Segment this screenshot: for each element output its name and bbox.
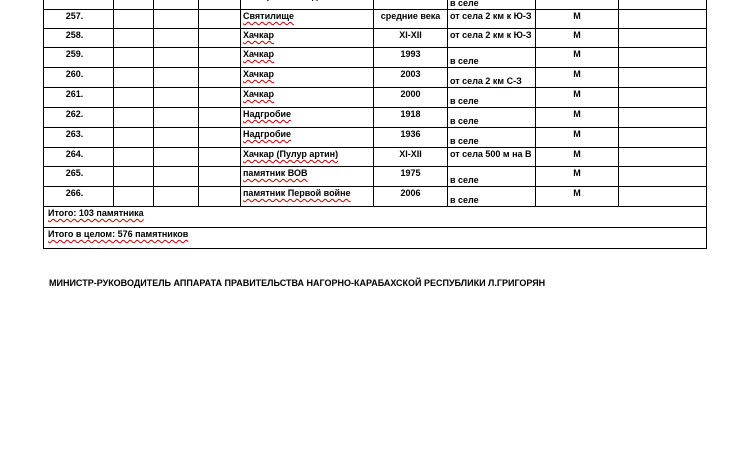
table-row	[44, 167, 707, 187]
empty-cell	[199, 148, 241, 167]
date-text	[400, 0, 420, 1]
empty-cell	[619, 108, 707, 128]
monument-name-text	[243, 0, 338, 1]
category-text: М	[573, 30, 581, 40]
empty-cell	[619, 88, 707, 108]
empty-cell	[114, 108, 154, 128]
row-number-text: 257.	[65, 11, 84, 21]
category-cell	[536, 10, 619, 29]
empty-cell	[154, 108, 199, 128]
table-row	[44, 108, 707, 128]
category-cell	[536, 29, 619, 48]
row-number-text: 262.	[65, 109, 84, 119]
location-cell	[448, 88, 536, 108]
category-text: М	[573, 49, 581, 59]
location-text: в селе	[450, 0, 479, 8]
row-number-cell	[44, 10, 114, 29]
empty-cell	[619, 148, 707, 167]
empty-cell	[154, 128, 199, 148]
empty-cell	[154, 10, 199, 29]
category-text: М	[573, 11, 581, 21]
table-row	[44, 29, 707, 48]
location-cell	[448, 167, 536, 187]
date-cell	[374, 10, 448, 29]
date-cell	[374, 29, 448, 48]
empty-cell	[154, 167, 199, 187]
location-text: в селе	[450, 136, 479, 146]
monument-name-cell	[241, 48, 374, 68]
location-cell	[448, 148, 536, 167]
table-row	[44, 48, 707, 68]
row-number-text: 265.	[65, 168, 84, 178]
location-cell	[448, 68, 536, 88]
date-text: 2000	[400, 89, 421, 99]
location-text: от села 2 км С-З	[450, 76, 522, 86]
monument-name-cell	[241, 88, 374, 108]
table-body	[44, 0, 707, 207]
monument-name-cell	[241, 167, 374, 187]
category-cell	[536, 0, 619, 10]
signature-line: МИНИСТР-РУКОВОДИТЕЛЬ АППАРАТА ПРАВИТЕЛЬСТВА НАГОРНО-КАРАБАХСКОЙ РЕСПУБЛИКИ Л.ГРИГОРЯН	[49, 278, 546, 288]
category-cell	[536, 48, 619, 68]
table-row	[44, 68, 707, 88]
category-text	[573, 0, 581, 1]
empty-cell	[154, 68, 199, 88]
category-cell	[536, 167, 619, 187]
section-total-text: Итого: 103 памятника	[48, 208, 144, 218]
location-cell	[448, 108, 536, 128]
empty-cell	[619, 187, 707, 207]
monument-name-text: Святилище	[243, 11, 294, 21]
row-number-cell	[44, 108, 114, 128]
row-number-cell	[44, 187, 114, 207]
monument-name-text: памятник ВОВ	[243, 168, 308, 178]
category-cell	[536, 108, 619, 128]
empty-cell	[154, 187, 199, 207]
date-cell	[374, 88, 448, 108]
category-text: М	[573, 149, 581, 159]
row-number-text: 259.	[65, 49, 84, 59]
table-row	[44, 187, 707, 207]
date-cell	[374, 148, 448, 167]
row-number-text: 261.	[65, 89, 84, 99]
empty-cell	[114, 68, 154, 88]
empty-cell	[114, 88, 154, 108]
empty-cell	[619, 68, 707, 88]
empty-cell	[199, 0, 241, 10]
location-cell	[448, 0, 536, 10]
date-cell	[374, 128, 448, 148]
empty-cell	[114, 29, 154, 48]
table-row	[44, 128, 707, 148]
location-cell	[448, 10, 536, 29]
empty-cell	[114, 187, 154, 207]
location-text: от села 2 км к Ю-З	[450, 30, 532, 40]
date-cell	[374, 108, 448, 128]
location-cell	[448, 29, 536, 48]
empty-cell	[199, 68, 241, 88]
monument-name-cell	[241, 128, 374, 148]
monument-name-cell	[241, 10, 374, 29]
empty-cell	[619, 10, 707, 29]
row-number-cell	[44, 0, 114, 10]
empty-cell	[114, 0, 154, 10]
category-text: М	[573, 69, 581, 79]
row-number-text: 266.	[65, 188, 84, 198]
monument-name-text: Надгробие	[243, 129, 292, 139]
date-text: 2006	[400, 188, 421, 198]
monument-name-text: Хачкар	[243, 89, 275, 99]
date-text: 1993	[400, 49, 421, 59]
date-text: 1936	[400, 129, 421, 139]
empty-cell	[619, 0, 707, 10]
location-cell	[448, 128, 536, 148]
empty-cell	[199, 108, 241, 128]
row-number-text: 258.	[65, 30, 84, 40]
location-text: от села 2 км к Ю-З	[450, 11, 532, 21]
location-text: от села 500 м на В	[450, 149, 532, 159]
empty-cell	[154, 29, 199, 48]
section-total-cell	[44, 207, 707, 228]
category-cell	[536, 128, 619, 148]
empty-cell	[114, 128, 154, 148]
monument-name-text: памятник Первой войне	[243, 188, 351, 198]
section-total-row	[44, 207, 707, 228]
row-number-text: 263.	[65, 129, 84, 139]
row-number-text	[66, 0, 84, 1]
empty-cell	[114, 48, 154, 68]
monument-name-cell	[241, 187, 374, 207]
date-cell	[374, 48, 448, 68]
date-cell	[374, 68, 448, 88]
table-row	[44, 10, 707, 29]
row-number-cell	[44, 48, 114, 68]
location-text: в селе	[450, 116, 479, 126]
date-text: средние века	[380, 11, 441, 21]
empty-cell	[199, 128, 241, 148]
monument-name-cell	[241, 68, 374, 88]
monument-name-cell	[241, 108, 374, 128]
date-text: XI-XII	[399, 149, 422, 159]
empty-cell	[199, 10, 241, 29]
date-text: 1975	[400, 168, 421, 178]
table-row	[44, 148, 707, 167]
monument-name-text: Хачкар	[243, 49, 275, 59]
category-text: М	[573, 109, 581, 119]
date-text: 1918	[400, 109, 421, 119]
monument-name-cell	[241, 148, 374, 167]
category-text: М	[573, 188, 581, 198]
location-text: в селе	[450, 56, 479, 66]
date-text: 2003	[400, 69, 421, 79]
category-cell	[536, 68, 619, 88]
monument-name-cell	[241, 0, 374, 10]
empty-cell	[154, 48, 199, 68]
category-text: М	[573, 168, 581, 178]
monument-name-text: Хачкар	[243, 69, 275, 79]
empty-cell	[154, 88, 199, 108]
overall-total-row	[44, 228, 707, 249]
monuments-table	[43, 0, 707, 249]
date-cell	[374, 187, 448, 207]
row-number-cell	[44, 29, 114, 48]
location-cell	[448, 187, 536, 207]
row-number-cell	[44, 167, 114, 187]
monument-name-text: Хачкар	[243, 30, 275, 40]
row-number-text: 264.	[65, 149, 84, 159]
monument-name-cell	[241, 29, 374, 48]
empty-cell	[619, 48, 707, 68]
monument-name-text: Надгробие	[243, 109, 292, 119]
category-text: М	[573, 89, 581, 99]
row-number-cell	[44, 148, 114, 167]
location-cell	[448, 48, 536, 68]
category-cell	[536, 148, 619, 167]
empty-cell	[199, 48, 241, 68]
overall-total-cell	[44, 228, 707, 249]
empty-cell	[114, 148, 154, 167]
date-text: XI-XII	[399, 30, 422, 40]
table-row	[44, 88, 707, 108]
row-number-cell	[44, 68, 114, 88]
date-cell	[374, 167, 448, 187]
empty-cell	[114, 10, 154, 29]
empty-cell	[199, 29, 241, 48]
location-text: в селе	[450, 96, 479, 106]
row-number-cell	[44, 88, 114, 108]
location-text: в селе	[450, 195, 479, 205]
empty-cell	[114, 167, 154, 187]
empty-cell	[619, 29, 707, 48]
category-text: М	[573, 129, 581, 139]
category-cell	[536, 187, 619, 207]
empty-cell	[619, 167, 707, 187]
empty-cell	[199, 187, 241, 207]
monument-name-text: Хачкар (Пулур артин)	[243, 149, 339, 159]
empty-cell	[154, 0, 199, 10]
date-cell	[374, 0, 448, 10]
row-number-cell	[44, 128, 114, 148]
empty-cell	[199, 167, 241, 187]
table-row	[44, 0, 707, 10]
empty-cell	[199, 88, 241, 108]
overall-total-text: Итого в целом: 576 памятников	[48, 229, 189, 239]
empty-cell	[619, 128, 707, 148]
row-number-text: 260.	[65, 69, 84, 79]
category-cell	[536, 88, 619, 108]
empty-cell	[154, 148, 199, 167]
location-text: в селе	[450, 175, 479, 185]
